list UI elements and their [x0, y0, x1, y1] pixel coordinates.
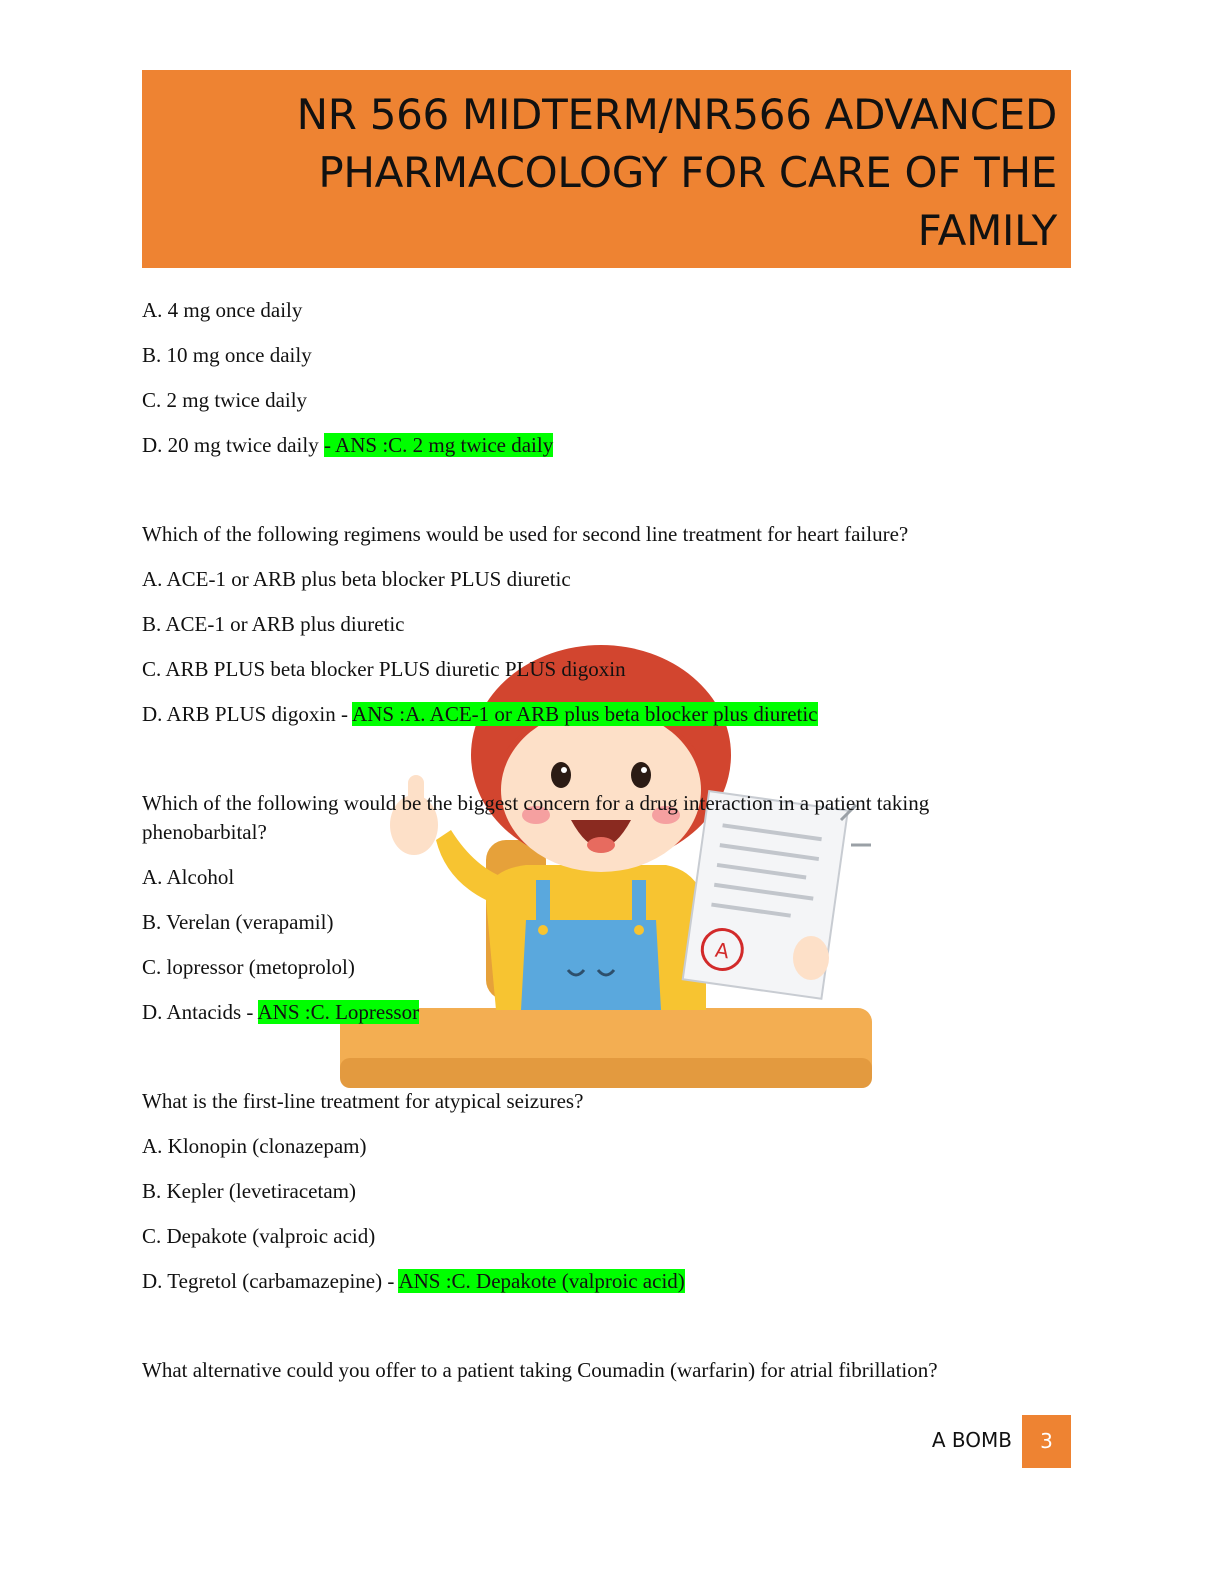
option: B. Verelan (verapamil) [142, 910, 334, 934]
option: C. ARB PLUS beta blocker PLUS diuretic PLUS digoxin [142, 657, 626, 681]
answer-highlight: - ANS :C. 2 mg twice daily [323, 433, 554, 457]
option: A. Alcohol [142, 865, 235, 889]
answer-highlight: ANS :C. Lopressor [257, 1000, 420, 1024]
option-text: D. Antacids - [142, 1000, 258, 1024]
title-line: NR 566 MIDTERM/NR566 ADVANCED [296, 90, 1057, 139]
title-line: PHARMACOLOGY FOR CARE OF THE [318, 148, 1057, 197]
option-with-answer [142, 1267, 685, 1295]
option: C. 2 mg twice daily [142, 388, 308, 412]
question-text: phenobarbital? [142, 820, 267, 844]
option: A. Klonopin (clonazepam) [142, 1134, 367, 1158]
document-title [197, 86, 1057, 260]
answer-highlight: ANS :A. ACE-1 or ARB plus beta blocker plus diuretic [352, 702, 818, 726]
option: C. lopressor (metoprolol) [142, 955, 355, 979]
option-text: D. Tegretol (carbamazepine) - [142, 1269, 399, 1293]
title-line: FAMILY [917, 206, 1057, 255]
option: A. 4 mg once daily [142, 298, 303, 322]
option-text: D. 20 mg twice daily [142, 433, 319, 457]
option-with-answer [142, 700, 818, 728]
footer-label: A BOMB [931, 1428, 1012, 1452]
option-with-answer [142, 431, 553, 459]
option: A. ACE-1 or ARB plus beta blocker PLUS diuretic [142, 567, 571, 591]
option: B. 10 mg once daily [142, 343, 312, 367]
header-banner [142, 70, 1071, 268]
option: B. Kepler (levetiracetam) [142, 1179, 356, 1203]
question-text: Which of the following regimens would be used for second line treatment for heart failure? [142, 522, 909, 546]
grade-mark: A [713, 937, 731, 964]
option-text: D. ARB PLUS digoxin - [142, 702, 353, 726]
option: C. Depakote (valproic acid) [142, 1224, 376, 1248]
answer-highlight: ANS :C. Depakote (valproic acid) [398, 1269, 685, 1293]
page-number: 3 [1022, 1415, 1071, 1468]
question-text: What is the first-line treatment for atypical seizures? [142, 1089, 584, 1113]
option: B. ACE-1 or ARB plus diuretic [142, 612, 405, 636]
question-text: What alternative could you offer to a patient taking Coumadin (warfarin) for atrial fibrillation? [142, 1358, 938, 1382]
option-with-answer [142, 998, 419, 1026]
question-text: Which of the following would be the biggest concern for a drug interaction in a patient taking [142, 791, 930, 815]
